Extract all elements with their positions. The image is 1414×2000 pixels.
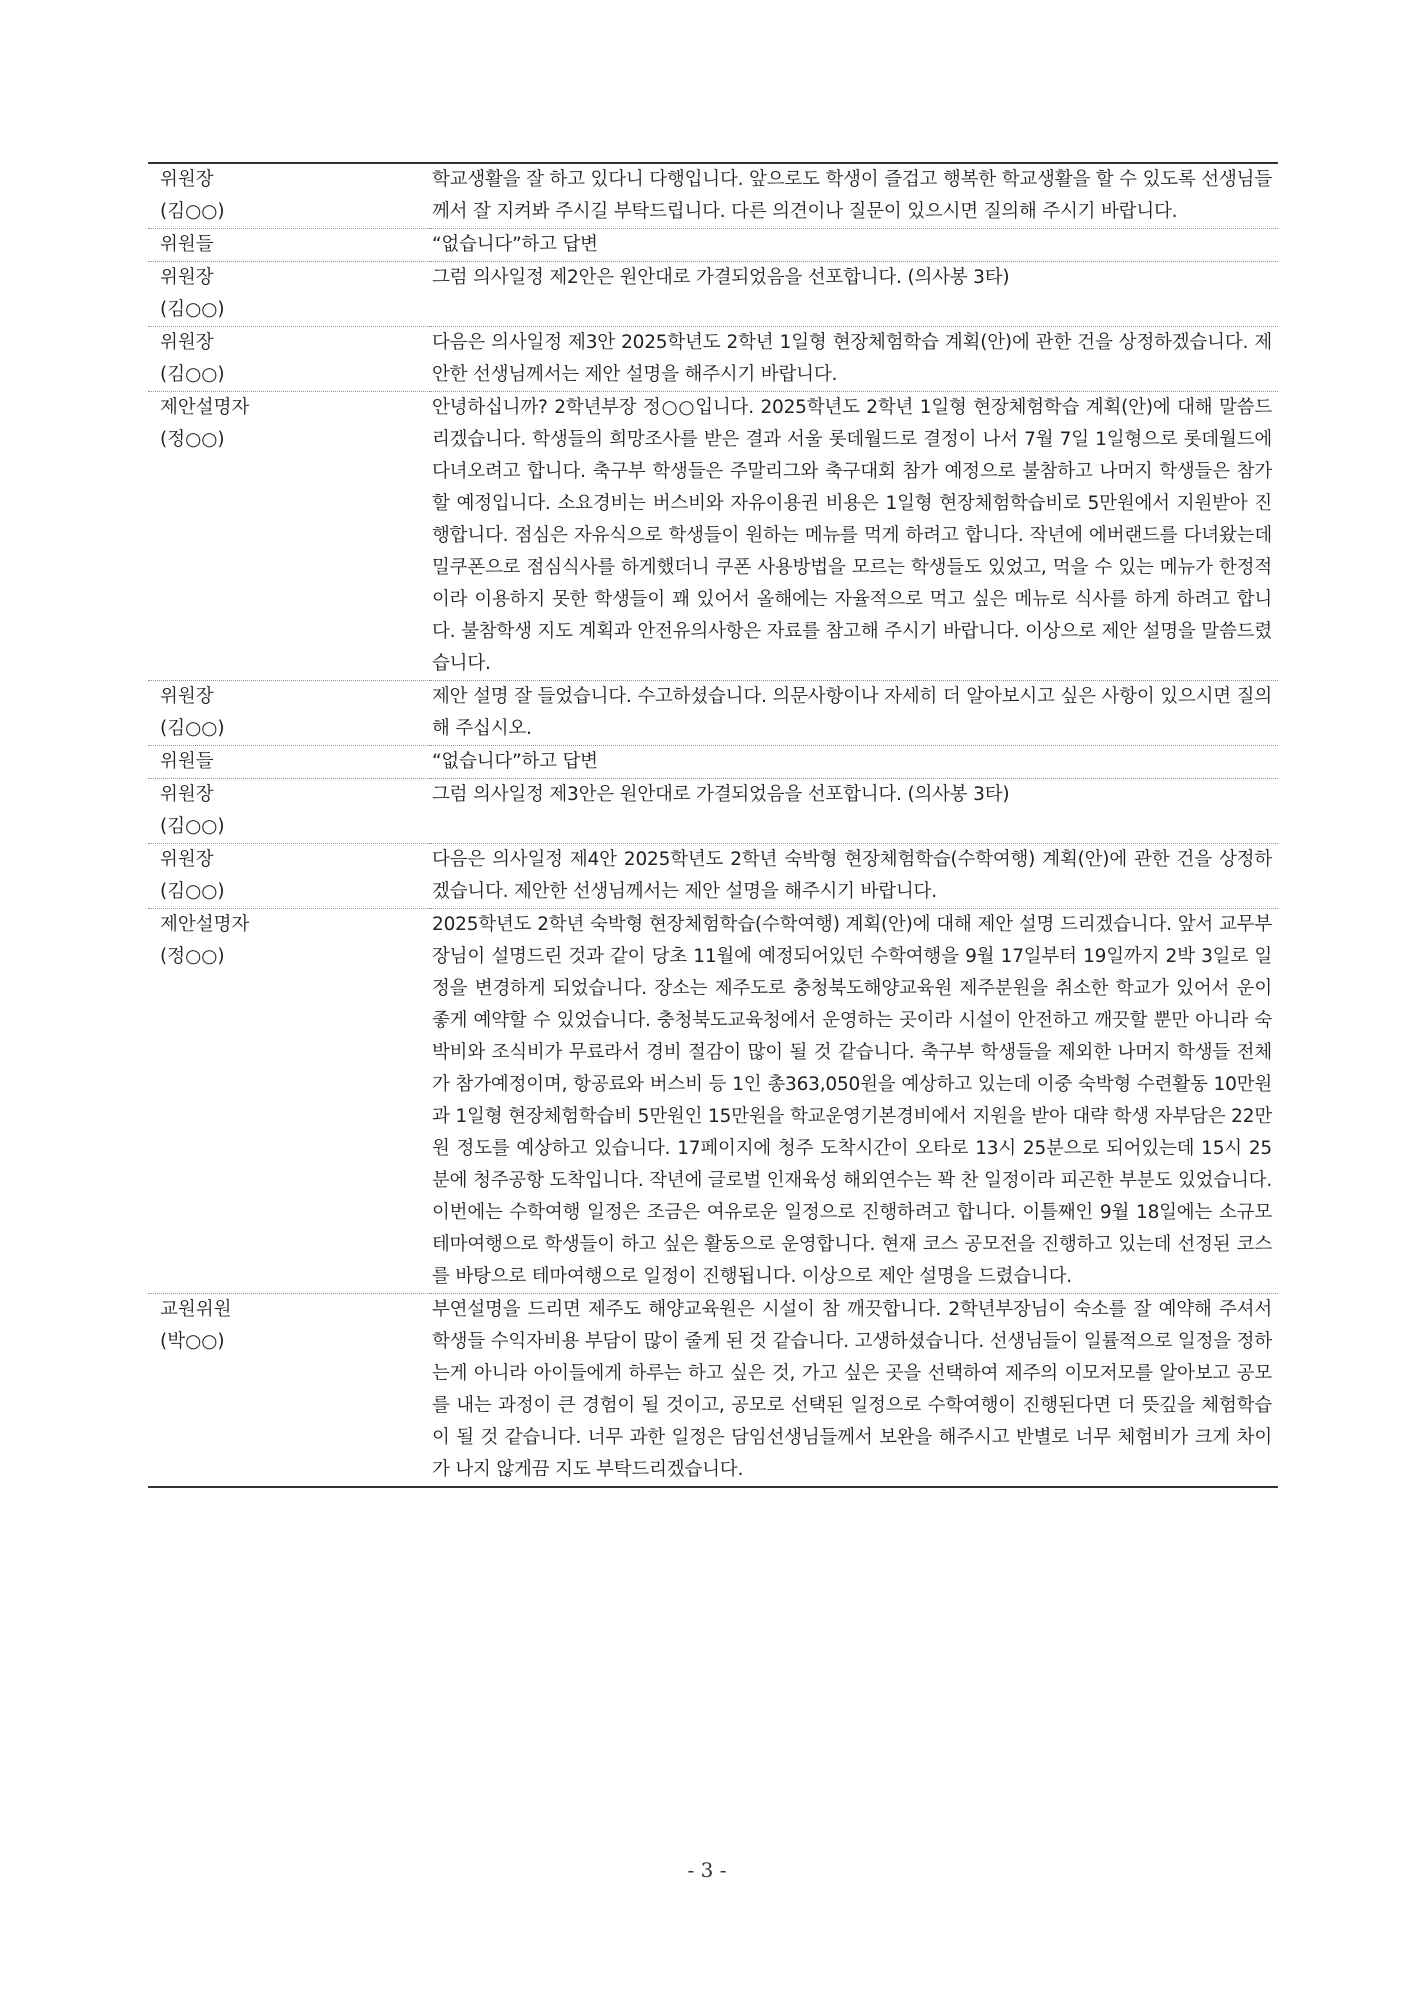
speaker-cell — [148, 746, 430, 779]
speaker-name: (정○○) — [160, 946, 225, 967]
speaker-cell — [148, 392, 430, 681]
minutes-table — [148, 162, 1278, 1488]
table-row — [148, 392, 1278, 681]
speaker-cell — [148, 163, 430, 229]
table-row — [148, 844, 1278, 909]
table-row — [148, 746, 1278, 779]
speaker-name: (김○○) — [160, 718, 225, 739]
table-row — [148, 779, 1278, 844]
speaker-role: 위원들 — [160, 751, 214, 772]
statement-text: “없습니다”하고 답변 — [430, 746, 1278, 779]
statement-text: 학교생활을 잘 하고 있다니 다행입니다. 앞으로도 학생이 즐겁고 행복한 학교생활을 할 수 있도록 선생님들께서 잘 지켜봐 주시길 부탁드립니다. 다른 의견이나 질문이 있으시면 질의해 주시기 바랍니다. — [432, 169, 1272, 222]
page-number: - 3 - — [687, 1858, 727, 1882]
speaker-cell — [148, 262, 430, 327]
table-row — [148, 1294, 1278, 1488]
statement-text: 그럼 의사일정 제3안은 원안대로 가결되었음을 선포합니다. (의사봉 3타) — [430, 779, 1278, 844]
speaker-role: 위원장 — [160, 686, 214, 707]
table-row — [148, 681, 1278, 746]
table-row — [148, 262, 1278, 327]
speaker-role: 위원장 — [160, 784, 214, 805]
speaker-role: 교원위원 — [160, 1299, 232, 1320]
speaker-role: 위원장 — [160, 849, 214, 870]
speaker-name: (박○○) — [160, 1331, 225, 1352]
speaker-name: (김○○) — [160, 816, 225, 837]
speaker-role: 위원장 — [160, 332, 214, 353]
speaker-cell — [148, 327, 430, 392]
speaker-role: 제안설명자 — [160, 914, 250, 935]
table-row — [148, 909, 1278, 1294]
speaker-role: 위원들 — [160, 234, 214, 255]
statement-text: 안녕하십니까? 2학년부장 정○○입니다. 2025학년도 2학년 1일형 현장체험학습 계획(안)에 대해 말씀드리겠습니다. 학생들의 희망조사를 받은 결과 서울 롯데월드로 결정이 나서 7월 7일 1일형으로 롯데월드에 다녀오려고 합니다. 축구부 학생들은 주말리그와 축구대회 참가 예정으로 불참하고 나머지 학생들은 참가할 예정입니다. 소요경비는 버스비와 자유이용권 비용은 1일형 현장체험학습비로 5만원에서 지원받아 진행합니다. 점심은 자유식으로 학생들이 원하는 메뉴를 먹게 하려고 합니다. 작년에 에버랜드를 다녀왔는데 밀쿠폰으로 점심식사를 하게했더니 쿠폰 사용방법을 모르는 학생들도 있었고, 먹을 수 있는 메뉴가 한정적이라 이용하지 못한 학생들이 꽤 있어서 올해에는 자율적으로 먹고 싶은 메뉴로 식사를 하게 하려고 합니다. 불참학생 지도 계획과 안전유의사항은 자료를 참고해 주시기 바랍니다. 이상으로 제안 설명을 말씀드렸습니다. — [430, 392, 1278, 681]
statement-text: 다음은 의사일정 제4안 2025학년도 2학년 숙박형 현장체험학습(수학여행) 계획(안)에 관한 건을 상정하겠습니다. 제안한 선생님께서는 제안 설명을 해주시기 바랍니다. — [430, 844, 1278, 909]
speaker-role: 제안설명자 — [160, 397, 250, 418]
speaker-cell — [148, 681, 430, 746]
speaker-role: 위원장 — [160, 267, 214, 288]
speaker-cell — [148, 844, 430, 909]
speaker-name: (정○○) — [160, 429, 225, 450]
statement-text: 다음은 의사일정 제3안 2025학년도 2학년 1일형 현장체험학습 계획(안)에 관한 건을 상정하겠습니다. 제안한 선생님께서는 제안 설명을 해주시기 바랍니다. — [430, 327, 1278, 392]
table-row — [148, 163, 1278, 229]
speaker-name: (김○○) — [160, 364, 225, 385]
speaker-role: 위원장 — [160, 169, 214, 190]
speaker-cell — [148, 779, 430, 844]
speaker-cell — [148, 909, 430, 1294]
speaker-name: (김○○) — [160, 881, 225, 902]
table-row — [148, 229, 1278, 262]
speaker-cell — [148, 1294, 430, 1488]
speaker-name: (김○○) — [160, 201, 225, 222]
statement-text: 그럼 의사일정 제2안은 원안대로 가결되었음을 선포합니다. (의사봉 3타) — [430, 262, 1278, 327]
statement-text: “없습니다”하고 답변 — [430, 229, 1278, 262]
speaker-cell — [148, 229, 430, 262]
statement-text: 제안 설명 잘 들었습니다. 수고하셨습니다. 의문사항이나 자세히 더 알아보시고 싶은 사항이 있으시면 질의해 주십시오. — [430, 681, 1278, 746]
statement-text: 2025학년도 2학년 숙박형 현장체험학습(수학여행) 계획(안)에 대해 제안 설명 드리겠습니다. 앞서 교무부장님이 설명드린 것과 같이 당초 11월에 예정되어있던 수학여행을 9월 17일부터 19일까지 2박 3일로 일정을 변경하게 되었습니다. 장소는 제주도로 충청북도해양교육원 제주분원을 취소한 학교가 있어서 운이 좋게 예약할 수 있었습니다. 충청북도교육청에서 운영하는 곳이라 시설이 안전하고 깨끗할 뿐만 아니라 숙박비와 조식비가 무료라서 경비 절감이 많이 될 것 같습니다. 축구부 학생들을 제외한 나머지 학생들 전체가 참가예정이며, 항공료와 버스비 등 1인 총363,050원을 예상하고 있는데 이중 숙박형 수련활동 10만원과 1일형 현장체험학습비 5만원인 15만원을 학교운영기본경비에서 지원을 받아 대략 학생 자부담은 22만원 정도를 예상하고 있습니다. 17페이지에 청주 도착시간이 오타로 13시 25분으로 되어있는데 15시 25분에 청주공항 도착입니다. 작년에 글로벌 인재육성 해외연수는 꽉 찬 일정이라 피곤한 부분도 있었습니다. 이번에는 수학여행 일정은 조금은 여유로운 일정으로 진행하려고 합니다. 이틀째인 9월 18일에는 소규모 테마여행으로 학생들이 하고 싶은 활동으로 운영합니다. 현재 코스 공모전을 진행하고 있는데 선정된 코스를 바탕으로 테마여행으로 일정이 진행됩니다. 이상으로 제안 설명을 드렸습니다. — [430, 909, 1278, 1294]
speaker-name: (김○○) — [160, 299, 225, 320]
statement-text: 부연설명을 드리면 제주도 해양교육원은 시설이 참 깨끗합니다. 2학년부장님이 숙소를 잘 예약해 주셔서 학생들 수익자비용 부담이 많이 줄게 된 것 같습니다. 고생하셨습니다. 선생님들이 일률적으로 일정을 정하는게 아니라 아이들에게 하루는 하고 싶은 것, 가고 싶은 곳을 선택하여 제주의 이모저모를 알아보고 공모를 내는 과정이 큰 경험이 될 것이고, 공모로 선택된 일정으로 수학여행이 진행된다면 더 뜻깊을 체험학습이 될 것 같습니다. 너무 과한 일정은 담임선생님들께서 보완을 해주시고 반별로 너무 체험비가 크게 차이가 나지 않게끔 지도 부탁드리겠습니다. — [430, 1294, 1278, 1488]
table-row — [148, 327, 1278, 392]
